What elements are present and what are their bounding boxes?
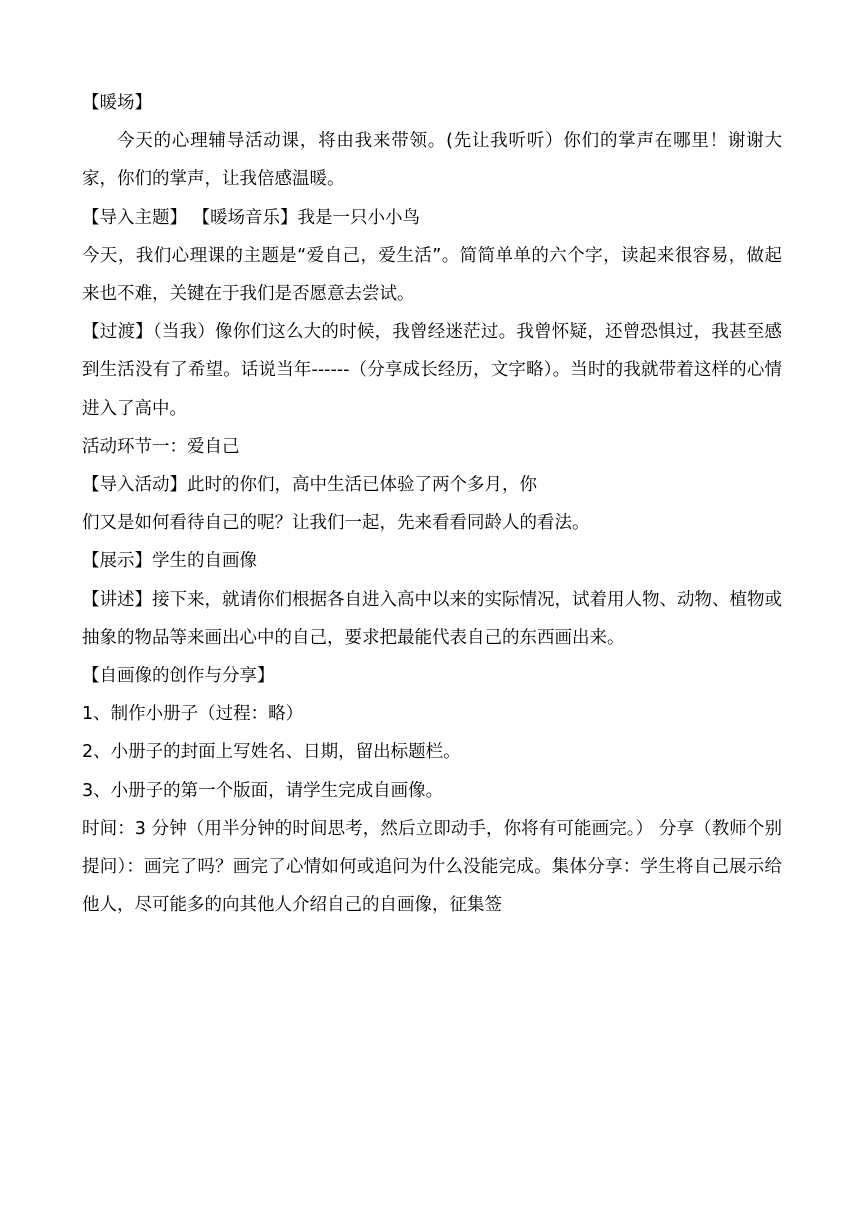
paragraph-introduce-activity: 【导入活动】此时的你们，高中生活已体验了两个多月，你 (82, 475, 537, 496)
list-item-step-3: 3、小册子的第一个版面，请学生完成自画像。 (82, 780, 444, 801)
heading-warmup: 【暖场】 (82, 93, 152, 113)
paragraph-opening: 今天的心理辅导活动课，将由我来带领。(先让我听听）你们的掌声在哪里！谢谢大家，你们的掌声，让我倍感温暖。 (82, 131, 782, 190)
list-item-step-2: 2、小册子的封面上写姓名、日期，留出标题栏。 (82, 742, 461, 763)
list-item-step-1: 1、制作小册子（过程：略） (82, 704, 304, 725)
paragraph-introduce-activity-cont: 们又是如何看待自己的呢？让我们一起，先来看看同龄人的看法。 (82, 513, 590, 534)
paragraph-display: 【展示】学生的自画像 (82, 551, 257, 572)
paragraph-narration: 【讲述】接下来，就请你们根据各自进入高中以来的实际情况，试着用人物、动物、植物或抽象的物品等来画出心中的自己，要求把最能代表自己的东西画出来。 (82, 589, 782, 648)
heading-activity-one: 活动环节一：爱自己 (82, 436, 240, 457)
paragraph-transition: 【过渡】（当我）像你们这么大的时候，我曾经迷茫过。我曾怀疑，还曾恐惧过，我甚至感到生活没有了希望。话说当年------（分享成长经历，文字略）。当时的我就带着这样的心情进入了高中。 (82, 322, 782, 419)
document-body (82, 84, 782, 924)
heading-self-portrait: 【自画像的创作与分享】 (82, 666, 275, 687)
heading-introduce-theme: 【导入主题】 【暖场音乐】我是一只小小鸟 (82, 207, 421, 228)
paragraph-theme: 今天，我们心理课的主题是“爱自己，爱生活”。简简单单的六个字，读起来很容易，做起来也不难，关键在于我们是否愿意去尝试。 (82, 245, 782, 305)
paragraph-time-and-sharing: 时间：3 分钟（用半分钟的时间思考，然后立即动手，你将有可能画完。） 分享（教师个别提问）：画完了吗？画完了心情如何或追问为什么没能完成。集体分享：学生将自己展示给他人，尽可能多的向其他人介绍自己的自画像，征集签 (82, 818, 782, 916)
